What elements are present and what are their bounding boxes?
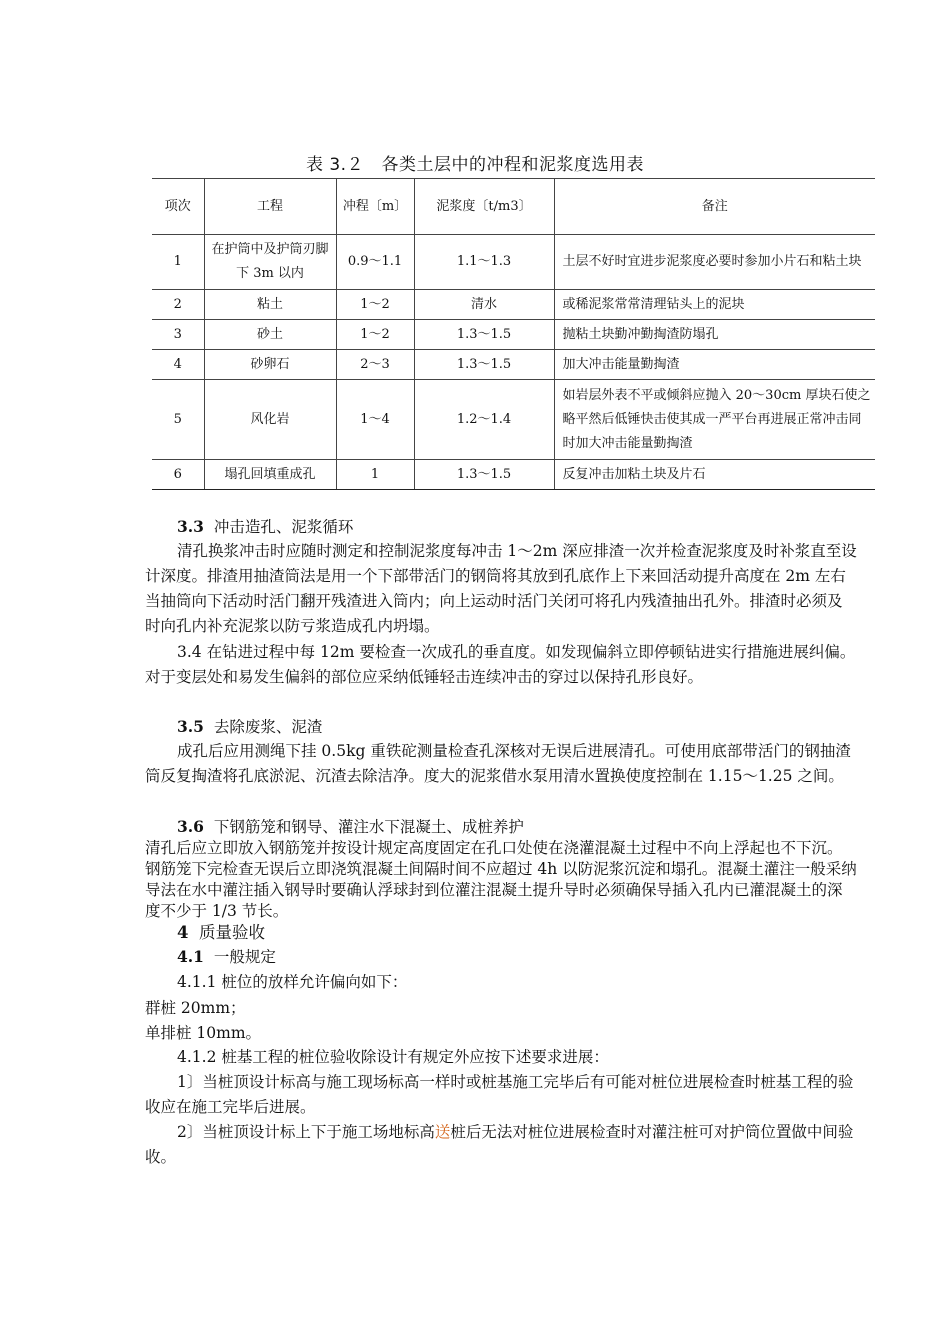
table-row bbox=[152, 290, 875, 320]
table-cell: 1.3～1.5 bbox=[414, 460, 554, 490]
section-number: 4 bbox=[177, 923, 189, 942]
table-cell: 1.3～1.5 bbox=[414, 350, 554, 380]
table-cell: 1 bbox=[336, 460, 414, 490]
col-header: 项次 bbox=[152, 179, 204, 235]
section-3-5-body: 成孔后应用测绳下挂 0.5kg 重铁砣测量检查孔深核对无误后进展清孔。可使用底部带活门的钢抽渣筒反复掏渣将孔底淤泥、沉渣去除洁净。度大的泥浆借水泵用清水置换使度控制在 1.15～1.25 之间。 bbox=[145, 742, 851, 785]
item-text: 2〕当桩顶设计标上下于施工场地标高 bbox=[177, 1123, 435, 1141]
table-cell: 1～2 bbox=[336, 290, 414, 320]
section-3-5-heading bbox=[145, 714, 857, 740]
section-number: 3.5 bbox=[177, 717, 204, 736]
table-row bbox=[152, 320, 875, 350]
highlighted-char: 送 bbox=[434, 1123, 451, 1141]
section-title: 一般规定 bbox=[213, 948, 276, 966]
table-cell: 或稀泥浆常常清理钻头上的泥块 bbox=[554, 290, 875, 320]
table-row bbox=[152, 460, 875, 490]
section-number: 4.1 bbox=[177, 947, 204, 966]
table-cell: 粘土 bbox=[204, 290, 336, 320]
section-4-1-1-heading: 4.1.1 桩位的放样允许偏向如下： bbox=[177, 973, 408, 991]
section-number: 3.3 bbox=[177, 517, 204, 536]
section-number: 3.6 bbox=[177, 817, 204, 836]
tolerance-group-piles: 群桩 20mm； bbox=[145, 999, 246, 1017]
section-3-3-body: 清孔换浆冲击时应随时测定和控制泥浆度每冲击 1～2m 深应排渣一次并检查泥浆度及时补浆直至设计深度。排渣用抽渣筒法是用一个下部带活门的钢筒将其放到孔底作上下来回活动提升高度在 2m 左右当抽筒向下活动时活门翻开残渣进入筒内；向上运动时活门关闭可将孔内残渣抽出孔外。排渣时必须及时向孔内补充泥浆以防亏浆造成孔内坍塌。 bbox=[145, 542, 857, 635]
section-3-6-heading bbox=[145, 814, 857, 840]
table-cell: 抛粘土块勤冲勤掏渣防塌孔 bbox=[554, 320, 875, 350]
table-cell: 1.2～1.4 bbox=[414, 380, 554, 460]
col-header: 备注 bbox=[554, 179, 875, 235]
table-cell: 砂土 bbox=[204, 320, 336, 350]
table-title: 表 3.２ 各类土层中的冲程和泥浆度选用表 bbox=[305, 155, 645, 175]
table-cell: 加大冲击能量勤掏渣 bbox=[554, 350, 875, 380]
table-cell: 1.1～1.3 bbox=[414, 235, 554, 290]
table-header-row bbox=[152, 179, 875, 235]
table-cell: 清水 bbox=[414, 290, 554, 320]
table-cell: 1 bbox=[152, 235, 204, 290]
section-title: 质量验收 bbox=[198, 923, 265, 942]
table-cell: 砂卵石 bbox=[204, 350, 336, 380]
table-cell: 1.3～1.5 bbox=[414, 320, 554, 350]
table-cell: 反复冲击加粘土块及片石 bbox=[554, 460, 875, 490]
table-cell: 1～4 bbox=[336, 380, 414, 460]
table-cell: 4 bbox=[152, 350, 204, 380]
table-cell: 5 bbox=[152, 380, 204, 460]
table-cell: 如岩层外表不平或倾斜应抛入 20～30cm 厚块石使之略平然后低锤快击使其成一严平台再进展正常冲击同时加大冲击能量勤掏渣 bbox=[554, 380, 875, 460]
table-cell: 1～2 bbox=[336, 320, 414, 350]
section-3-3-heading bbox=[145, 514, 857, 540]
acceptance-item-1: 1〕当桩顶设计标高与施工现场标高一样时或桩基施工完毕后有可能对桩位进展检查时桩基工程的验收应在施工完毕后进展。 bbox=[145, 1073, 854, 1116]
section-4-heading bbox=[145, 920, 857, 945]
item-text: 桩后无法对桩位进展检查时对灌注桩可对护筒位置做中间验收。 bbox=[145, 1123, 854, 1166]
section-title: 去除废浆、泥渣 bbox=[213, 718, 323, 736]
stroke-mud-table bbox=[152, 178, 875, 490]
table-row bbox=[152, 350, 875, 380]
section-3-4-body: 3.4 在钻进过程中每 12m 要检查一次成孔的垂直度。如发现偏斜立即停顿钻进实行措施进展纠偏。对于变层处和易发生偏斜的部位应采纳低锤轻击连续冲击的穿过以保持孔形良好。 bbox=[145, 643, 856, 686]
table-row bbox=[152, 380, 875, 460]
table-cell: 塌孔回填重成孔 bbox=[204, 460, 336, 490]
acceptance-item-2 bbox=[145, 1120, 857, 1170]
table-cell: 0.9～1.1 bbox=[336, 235, 414, 290]
table-cell: 风化岩 bbox=[204, 380, 336, 460]
col-header: 工程 bbox=[204, 179, 336, 235]
table-cell: 2～3 bbox=[336, 350, 414, 380]
col-header: 泥浆度〔t/m3〕 bbox=[414, 179, 554, 235]
table-cell: 在护筒中及护筒刃脚下 3m 以内 bbox=[204, 235, 336, 290]
table-cell: 3 bbox=[152, 320, 204, 350]
col-header: 冲程〔m〕 bbox=[336, 179, 414, 235]
section-title: 下钢筋笼和钢导、灌注水下混凝土、成桩养护 bbox=[213, 818, 524, 836]
section-title: 冲击造孔、泥浆循环 bbox=[213, 518, 354, 536]
section-4-1-heading bbox=[145, 944, 857, 970]
table-cell: 6 bbox=[152, 460, 204, 490]
tolerance-single-row-piles: 单排桩 10mm。 bbox=[145, 1024, 262, 1042]
section-4-1-2-heading: 4.1.2 桩基工程的桩位验收除设计有规定外应按下述要求进展： bbox=[177, 1048, 609, 1066]
table-cell: 2 bbox=[152, 290, 204, 320]
table-row bbox=[152, 235, 875, 290]
table-cell: 土层不好时宜进步泥浆度必要时参加小片石和粘土块 bbox=[554, 235, 875, 290]
section-3-6-body: 清孔后应立即放入钢筋笼并按设计规定高度固定在孔口处使在浇灌混凝土过程中不向上浮起也不下沉。钢筋笼下完检查无误后立即浇筑混凝土间隔时间不应超过 4h 以防泥浆沉淀和塌孔。混凝土灌注一般采纳导法在水中灌注插入钢导时要确认浮球封到位灌注混凝土提升导时必须确保导插入孔内已灌混凝土的深度不少于 1/3 节长。 bbox=[145, 839, 857, 920]
